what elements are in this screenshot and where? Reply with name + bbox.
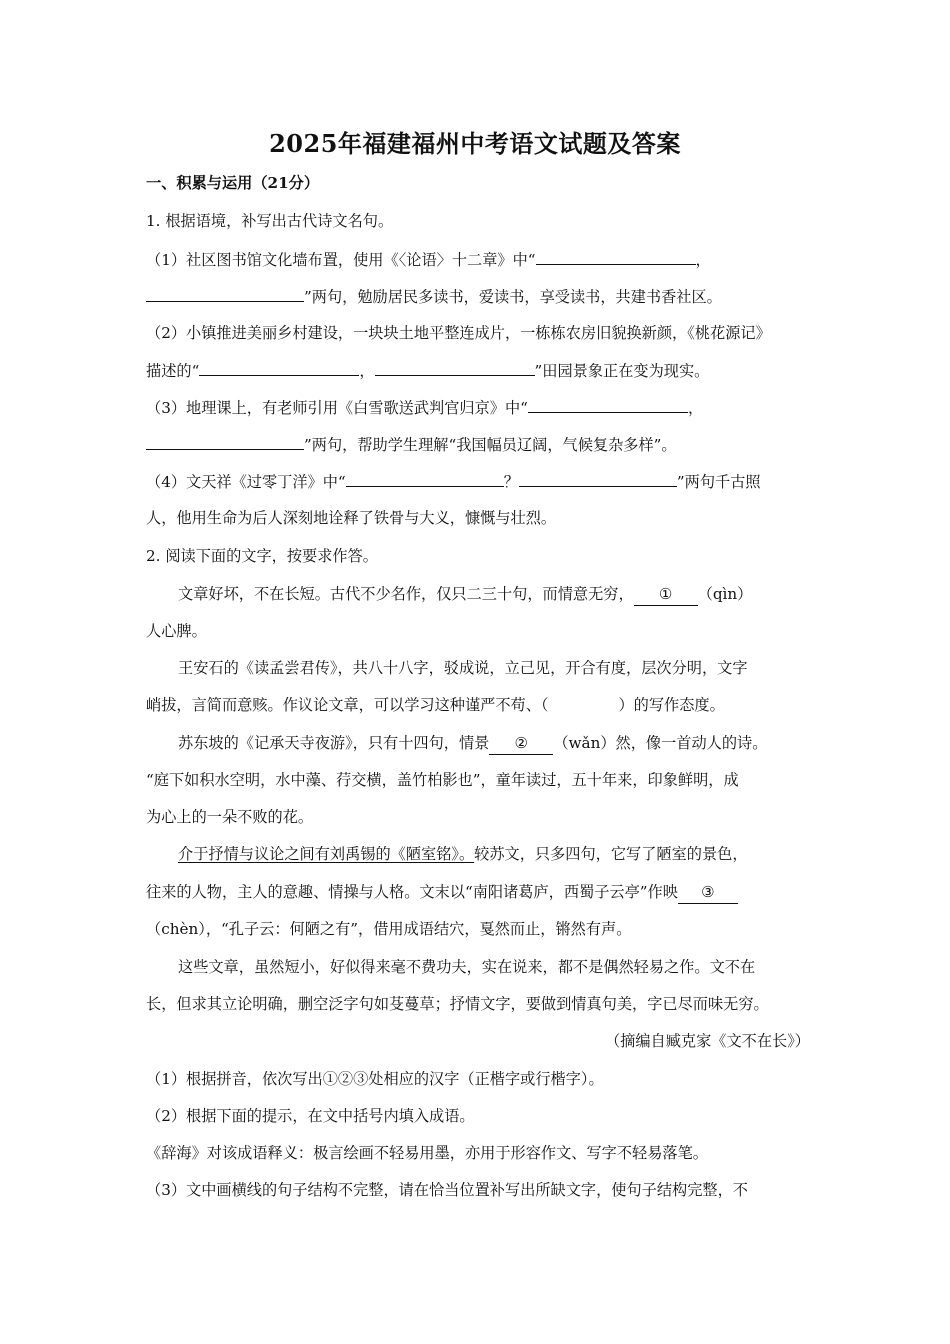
blank-1[interactable]: ① [634, 583, 698, 606]
passage-text: 较苏文，只多四句，它写了陋室的景色， [474, 845, 748, 863]
question-mark: ？ [503, 473, 519, 491]
passage-text: 文章好坏，不在长短。古代不少名作，仅只二三十句，而情意无穷， [178, 585, 634, 603]
passage-p3-line3: 为心上的一朵不败的花。 [146, 808, 314, 826]
passage-p4-line1 [178, 843, 810, 865]
q1-item3-line1 [146, 396, 810, 419]
source-citation: （摘编自臧克家《文不在长》） [604, 1032, 810, 1050]
answer-blank[interactable] [375, 359, 535, 376]
passage-p4-line2 [146, 881, 810, 904]
q1-item1-line1 [146, 248, 810, 271]
blank-2[interactable]: ② [489, 732, 553, 755]
passage-p2-line2 [146, 694, 810, 716]
page-title: 2025年福建福州中考语文试题及答案 [269, 129, 681, 158]
answer-blank[interactable] [146, 285, 304, 302]
q2-task2: （2）根据下面的提示，在文中括号内填入成语。 [146, 1107, 475, 1125]
passage-text: ）的写作态度。 [618, 696, 725, 714]
q1-item1-line2 [146, 285, 810, 308]
passage-p1-line2: 人心脾。 [146, 622, 207, 640]
answer-blank[interactable] [528, 396, 688, 413]
answer-blank[interactable] [519, 470, 677, 487]
q1-item4-tail: ”两句千古照 [676, 473, 761, 491]
q1-item4-line2: 人，他用生命为后人深刻地诠释了铁骨与大义，慷慨与壮烈。 [146, 509, 557, 527]
q2-task1: （1）根据拼音，依次写出①②③处相应的汉字（正楷字或行楷字）。 [146, 1070, 604, 1088]
q1-item4-line1 [146, 470, 810, 493]
passage-text: （wǎn）然，像一首动人的诗。 [553, 734, 768, 752]
answer-blank[interactable] [536, 248, 696, 265]
passage-text: 苏东坡的《记承天寺夜游》，只有十四句，情景 [178, 734, 490, 752]
q1-item3-text: （3）地理课上，有老师引用《白雪歌送武判官归京》中“ [146, 399, 528, 417]
underlined-sentence: 介于抒情与议论之间有刘禹锡的《陋室铭》。 [178, 845, 475, 863]
passage-text: 峭拔，言简而意赅。作议论文章，可以学习这种谨严不苟、（ [146, 696, 549, 714]
answer-blank[interactable] [346, 470, 504, 487]
passage-text: 往来的人物，主人的意趣、情操与人格。文末以“南阳诸葛庐，西蜀子云亭”作映 [146, 883, 678, 901]
passage-p5-line1: 这些文章，虽然短小，好似得来毫不费功夫，实在说来，都不是偶然轻易之作。文不在 [178, 958, 756, 976]
comma-text: ， [687, 399, 704, 417]
q1-item3-tail: ”两句，帮助学生理解“我国幅员辽阔，气候复杂多样”。 [304, 436, 677, 454]
blank-3[interactable]: ③ [678, 881, 738, 904]
passage-p5-line2: 长，但求其立论明确，删空泛字句如芟蔓草；抒情文字，要做到情真句美，字已尽而味无穷。 [146, 995, 769, 1013]
q1-item2-lead: 描述的“ [146, 362, 200, 380]
q1-item4-text: （4）文天祥《过零丁洋》中“ [146, 473, 346, 491]
q1-item2-line2 [146, 359, 810, 382]
q1-item2-tail: ”田园景象正在变为现实。 [534, 362, 710, 380]
passage-p4-line3: （chèn），“孔子云：何陋之有”，借用成语结穴，戛然而止，锵然有声。 [146, 920, 632, 938]
answer-blank[interactable] [146, 433, 304, 450]
q2-task3: （3）文中画横线的句子结构不完整，请在恰当位置补写出所缺文字，使句子结构完整，不 [146, 1181, 748, 1199]
comma-text: ， [695, 251, 711, 269]
q1-item1-text: （1）社区图书馆文化墙布置，使用《〈论语〉十二章》中“ [146, 251, 536, 269]
section-heading: 一、积累与运用（21分） [146, 174, 320, 192]
passage-p3-line1 [178, 732, 810, 755]
q2-stem: 2. 阅读下面的文字，按要求作答。 [146, 547, 378, 565]
pinyin-text: （qìn） [697, 585, 753, 603]
q1-stem: 1. 根据语境，补写出古代诗文名句。 [146, 212, 394, 230]
q1-item1-tail: ”两句，勉励居民多读书，爱读书，享受读书，共建书香社区。 [304, 288, 722, 306]
answer-blank[interactable] [199, 359, 359, 376]
q1-item3-line2 [146, 433, 810, 456]
passage-p1-line1 [178, 583, 810, 606]
passage-p2-line1: 王安石的《读孟尝君传》，共八十八字，驳成说，立己见，开合有度，层次分明，文字 [178, 659, 748, 677]
q2-task2-hint: 《辞海》对该成语释义：极言绘画不轻易用墨，亦用于形容作文、写字不轻易落笔。 [146, 1144, 708, 1162]
passage-p3-line2: “庭下如积水空明，水中藻、荇交横，盖竹柏影也”，童年读过，五十年来，印象鲜明，成 [146, 771, 739, 789]
comma-text: ， [359, 362, 375, 380]
q1-item2-line1: （2）小镇推进美丽乡村建设，一块块土地平整连成片，一栋栋农房旧貌换新颜，《桃花源记》 [146, 324, 771, 342]
